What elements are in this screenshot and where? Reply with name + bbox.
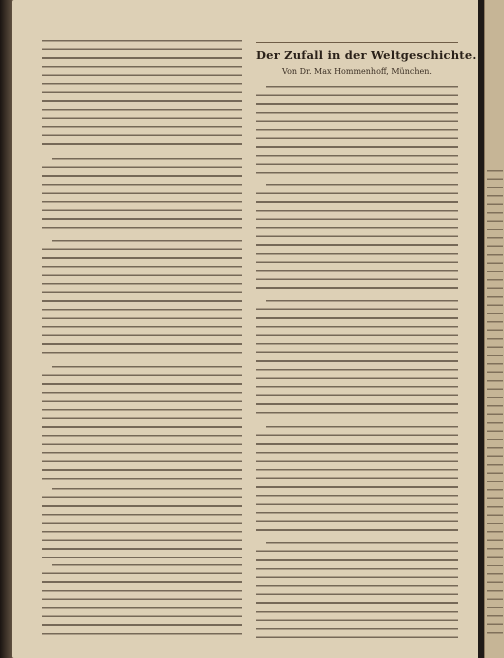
text-block — [42, 240, 242, 360]
text-block — [42, 158, 242, 234]
header-rule — [256, 42, 458, 43]
text-block — [256, 86, 458, 178]
article-title: Der Zufall in der Weltgeschichte. — [256, 48, 477, 62]
text-block — [256, 184, 458, 294]
right-text-column — [256, 40, 477, 640]
text-block — [42, 488, 242, 558]
text-block — [256, 426, 458, 536]
text-block — [42, 366, 242, 482]
left-text-column — [42, 40, 242, 640]
text-block — [42, 40, 242, 150]
article-byline: Von Dr. Max Hommenhoff, München. — [282, 67, 432, 76]
adjacent-page-text-lines — [487, 170, 503, 640]
text-block — [256, 300, 458, 420]
text-block — [42, 564, 242, 638]
text-block — [256, 542, 458, 638]
